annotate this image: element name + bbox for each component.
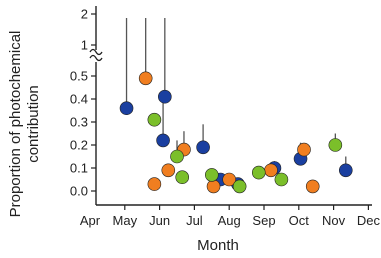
x-tick-label: Aug xyxy=(217,213,241,228)
y-tick-label: 0.3 xyxy=(69,114,88,130)
x-tick-label: May xyxy=(112,213,138,228)
y-tick-label: 0.1 xyxy=(69,160,88,176)
data-point xyxy=(176,171,189,184)
data-point xyxy=(207,180,220,193)
data-point xyxy=(306,180,319,193)
data-point xyxy=(205,168,218,181)
data-point xyxy=(264,164,277,177)
data-point xyxy=(339,164,352,177)
data-point xyxy=(197,141,210,154)
data-point xyxy=(233,180,246,193)
data-point xyxy=(157,134,170,147)
data-point xyxy=(171,150,184,163)
axis-break-mark xyxy=(90,56,102,61)
y-tick-label: 0.5 xyxy=(69,68,88,84)
y-tick-label: 0.2 xyxy=(69,137,88,153)
y-tick-label: 0.4 xyxy=(69,91,88,107)
data-point xyxy=(158,90,171,103)
data-point xyxy=(120,102,133,115)
y-tick-label: 1 xyxy=(80,37,88,53)
x-tick-label: Apr xyxy=(79,213,101,228)
x-tick-label: Nov xyxy=(322,213,346,228)
data-point xyxy=(298,143,311,156)
x-tick-label: Jun xyxy=(149,213,171,228)
y-tick-label: 0.0 xyxy=(69,183,88,199)
x-axis-label: Month xyxy=(197,237,239,254)
data-point xyxy=(252,166,265,179)
data-point xyxy=(162,164,175,177)
x-axis-ticks xyxy=(80,205,381,228)
data-point xyxy=(148,113,161,126)
data-points xyxy=(120,72,352,193)
x-tick-label: Oct xyxy=(288,213,309,228)
y-tick-label: 2 xyxy=(80,6,88,22)
y-axis-ticks xyxy=(70,7,96,199)
y-axis-label-line2: contribution xyxy=(25,85,42,163)
data-point xyxy=(275,173,288,186)
data-point xyxy=(148,178,161,191)
x-tick-label: Sep xyxy=(252,213,276,228)
axis-break-mark xyxy=(90,50,102,55)
x-tick-label: Dec xyxy=(356,213,380,228)
y-axis-label-line1: Proportion of photochemical xyxy=(7,30,24,218)
data-point xyxy=(329,139,342,152)
x-tick-label: Jul xyxy=(186,213,203,228)
data-point xyxy=(139,72,152,85)
